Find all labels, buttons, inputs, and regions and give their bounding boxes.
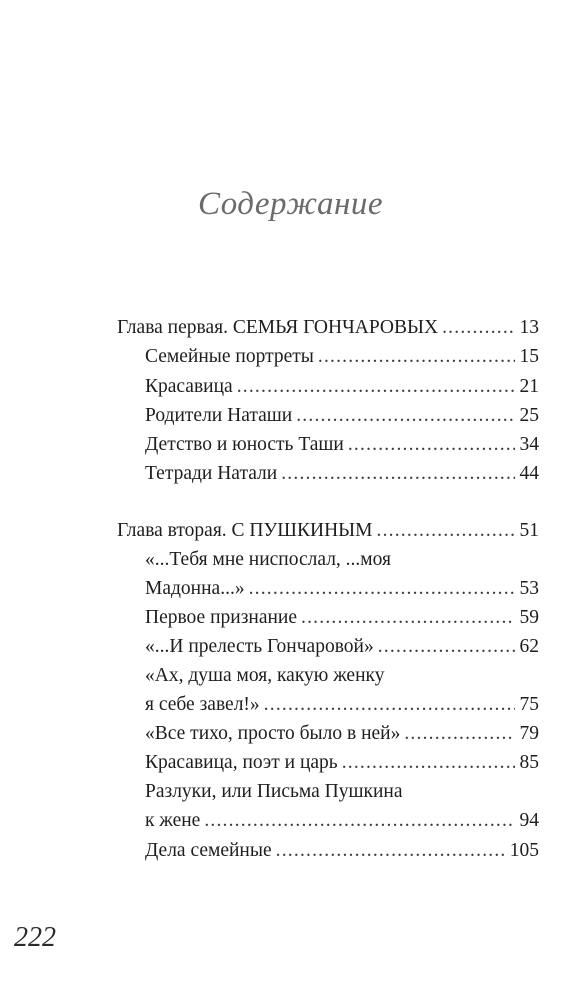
toc-entry[interactable] [145,402,539,430]
toc-entry[interactable] [145,837,539,865]
dot-leader [348,431,515,459]
dot-leader [378,633,515,661]
toc-entry-label-first-line[interactable]: «...Тебя мне ниспослал, ...моя [145,549,391,570]
toc-page-number: 34 [519,434,539,455]
toc-page-number: 53 [519,578,539,599]
dot-leader [377,517,516,545]
dot-leader [296,402,515,430]
toc-page-number: 85 [519,752,539,773]
toc-entry-label: Первое признание [145,607,298,628]
toc-entry[interactable] [145,460,539,488]
toc-page-number: 75 [519,694,539,715]
toc-entry[interactable] [145,373,539,401]
toc-entry-label: Глава вторая. С ПУШКИНЫМ [117,520,373,541]
toc-chapter-2[interactable] [117,517,539,545]
toc-entry-label-first-line[interactable]: «Ах, душа моя, какую женку [145,665,385,686]
toc-entry-label: «...И прелесть Гончаровой» [145,636,374,657]
dot-leader [318,343,515,371]
page-title: Содержание [197,186,383,222]
toc-page-number: 15 [519,346,539,367]
toc-page-number: 79 [519,723,539,744]
toc-entry-label: Красавица, поэт и царь [145,752,338,773]
toc-entry-label: Дела семейные [145,840,272,861]
toc-entry[interactable] [145,691,539,719]
dot-leader [342,749,515,777]
toc-entry-label: Красавица [145,376,233,397]
toc-entry-label: Детство и юность Таши [145,434,344,455]
dot-leader [264,691,515,719]
page-number: 222 [14,922,56,953]
toc-page-number: 62 [519,636,539,657]
toc-page-number: 25 [519,405,539,426]
toc-entry-label: «Все тихо, просто было в ней» [145,723,401,744]
toc-entry-label: я себе завел!» [145,694,260,715]
toc-entry[interactable] [145,343,539,371]
toc-entry[interactable] [145,720,539,748]
dot-leader [281,460,515,488]
dot-leader [442,314,515,342]
toc-entry[interactable] [145,575,539,603]
toc-entry-label-first-line[interactable]: Разлуки, или Письма Пушкина [145,781,403,802]
toc-entry-label: Родители Наташи [145,405,293,426]
dot-leader [404,720,515,748]
toc-entry[interactable] [145,604,539,632]
toc-chapter-1[interactable] [117,314,539,342]
toc-page-number: 105 [509,840,539,861]
toc-page-number: 59 [519,607,539,628]
toc-entry-label: Тетради Натали [145,463,278,484]
toc-page-number: 44 [519,463,539,484]
toc-entry-label: Глава первая. СЕМЬЯ ГОНЧАРОВЫХ [117,317,439,338]
dot-leader [276,837,506,865]
toc-page-number: 94 [519,810,539,831]
toc-entry-label: Семейные портреты [145,346,314,367]
toc-entry-label: Мадонна...» [145,578,245,599]
dot-leader [249,575,515,603]
toc-entry[interactable] [145,633,539,661]
dot-leader [237,373,515,401]
toc-entry[interactable] [145,431,539,459]
toc-page-number: 13 [519,317,539,338]
dot-leader [301,604,515,632]
toc-page-number: 51 [519,520,539,541]
toc-entry[interactable] [145,749,539,777]
toc-page-number: 21 [519,376,539,397]
toc-entry[interactable] [145,807,539,835]
dot-leader [204,807,515,835]
toc-entry-label: к жене [145,810,201,831]
